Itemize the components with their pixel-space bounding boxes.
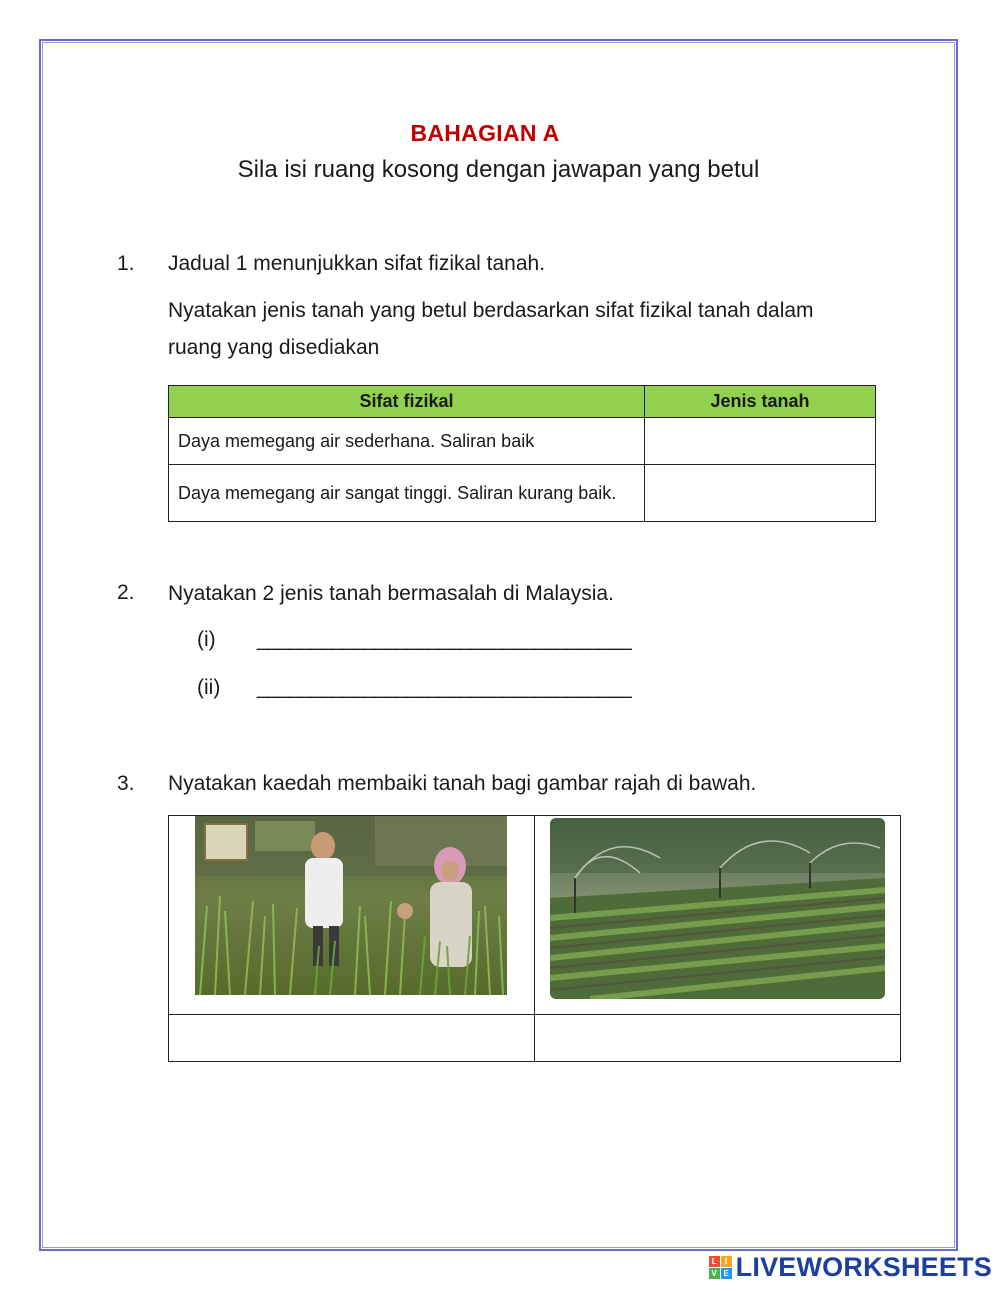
answer-label-i: (i) (197, 628, 216, 651)
irrigation-photo (550, 818, 885, 999)
irrigation-image (550, 818, 885, 999)
question-3-text: Nyatakan kaedah membaiki tanah bagi gambar rajah di bawah. (168, 772, 757, 795)
question-3-number: 3. (117, 772, 135, 795)
section-instruction: Sila isi ruang kosong dengan jawapan yang betul (237, 156, 760, 183)
soil-type-answer-2[interactable] (645, 465, 876, 522)
image-answer-table (168, 815, 901, 1062)
question-2-number: 2. (117, 581, 135, 604)
question-1-text: Jadual 1 menunjukkan sifat fizikal tanah. (168, 252, 546, 275)
image-cell-left (169, 816, 535, 1015)
fertilizing-photo (195, 816, 507, 995)
method-answer-1[interactable] (169, 1015, 535, 1062)
brand-logo (709, 1252, 992, 1283)
section-title: BAHAGIAN A (410, 120, 560, 146)
table-header-soil-type: Jenis tanah (645, 386, 876, 418)
question-1-instruction-line1: Nyatakan jenis tanah yang betul berdasarkan sifat fizikal tanah dalam (168, 299, 814, 322)
brand-name: LIVEWORKSHEETS (735, 1252, 992, 1282)
soil-properties-table (168, 385, 876, 522)
table-row (169, 465, 876, 522)
soil-type-answer-1[interactable] (645, 418, 876, 465)
question-1-instruction-line2: ruang yang disediakan (168, 336, 380, 359)
image-cell-right (535, 816, 901, 1015)
answer-label-ii: (ii) (197, 676, 221, 699)
brand-badge-icon: L I V E (709, 1256, 732, 1279)
answer-blank-i[interactable]: ___________________________________ (257, 628, 631, 651)
question-2-text: Nyatakan 2 jenis tanah bermasalah di Malaysia. (168, 582, 614, 605)
method-answer-2[interactable] (535, 1015, 901, 1062)
fertilizing-image (195, 816, 507, 995)
question-1-number: 1. (117, 252, 135, 275)
property-cell: Daya memegang air sangat tinggi. Saliran kurang baik. (169, 465, 645, 522)
table-row (169, 418, 876, 465)
property-cell: Daya memegang air sederhana. Saliran baik (169, 418, 645, 465)
table-header-property: Sifat fizikal (169, 386, 645, 418)
answer-blank-ii[interactable]: ___________________________________ (257, 676, 631, 699)
